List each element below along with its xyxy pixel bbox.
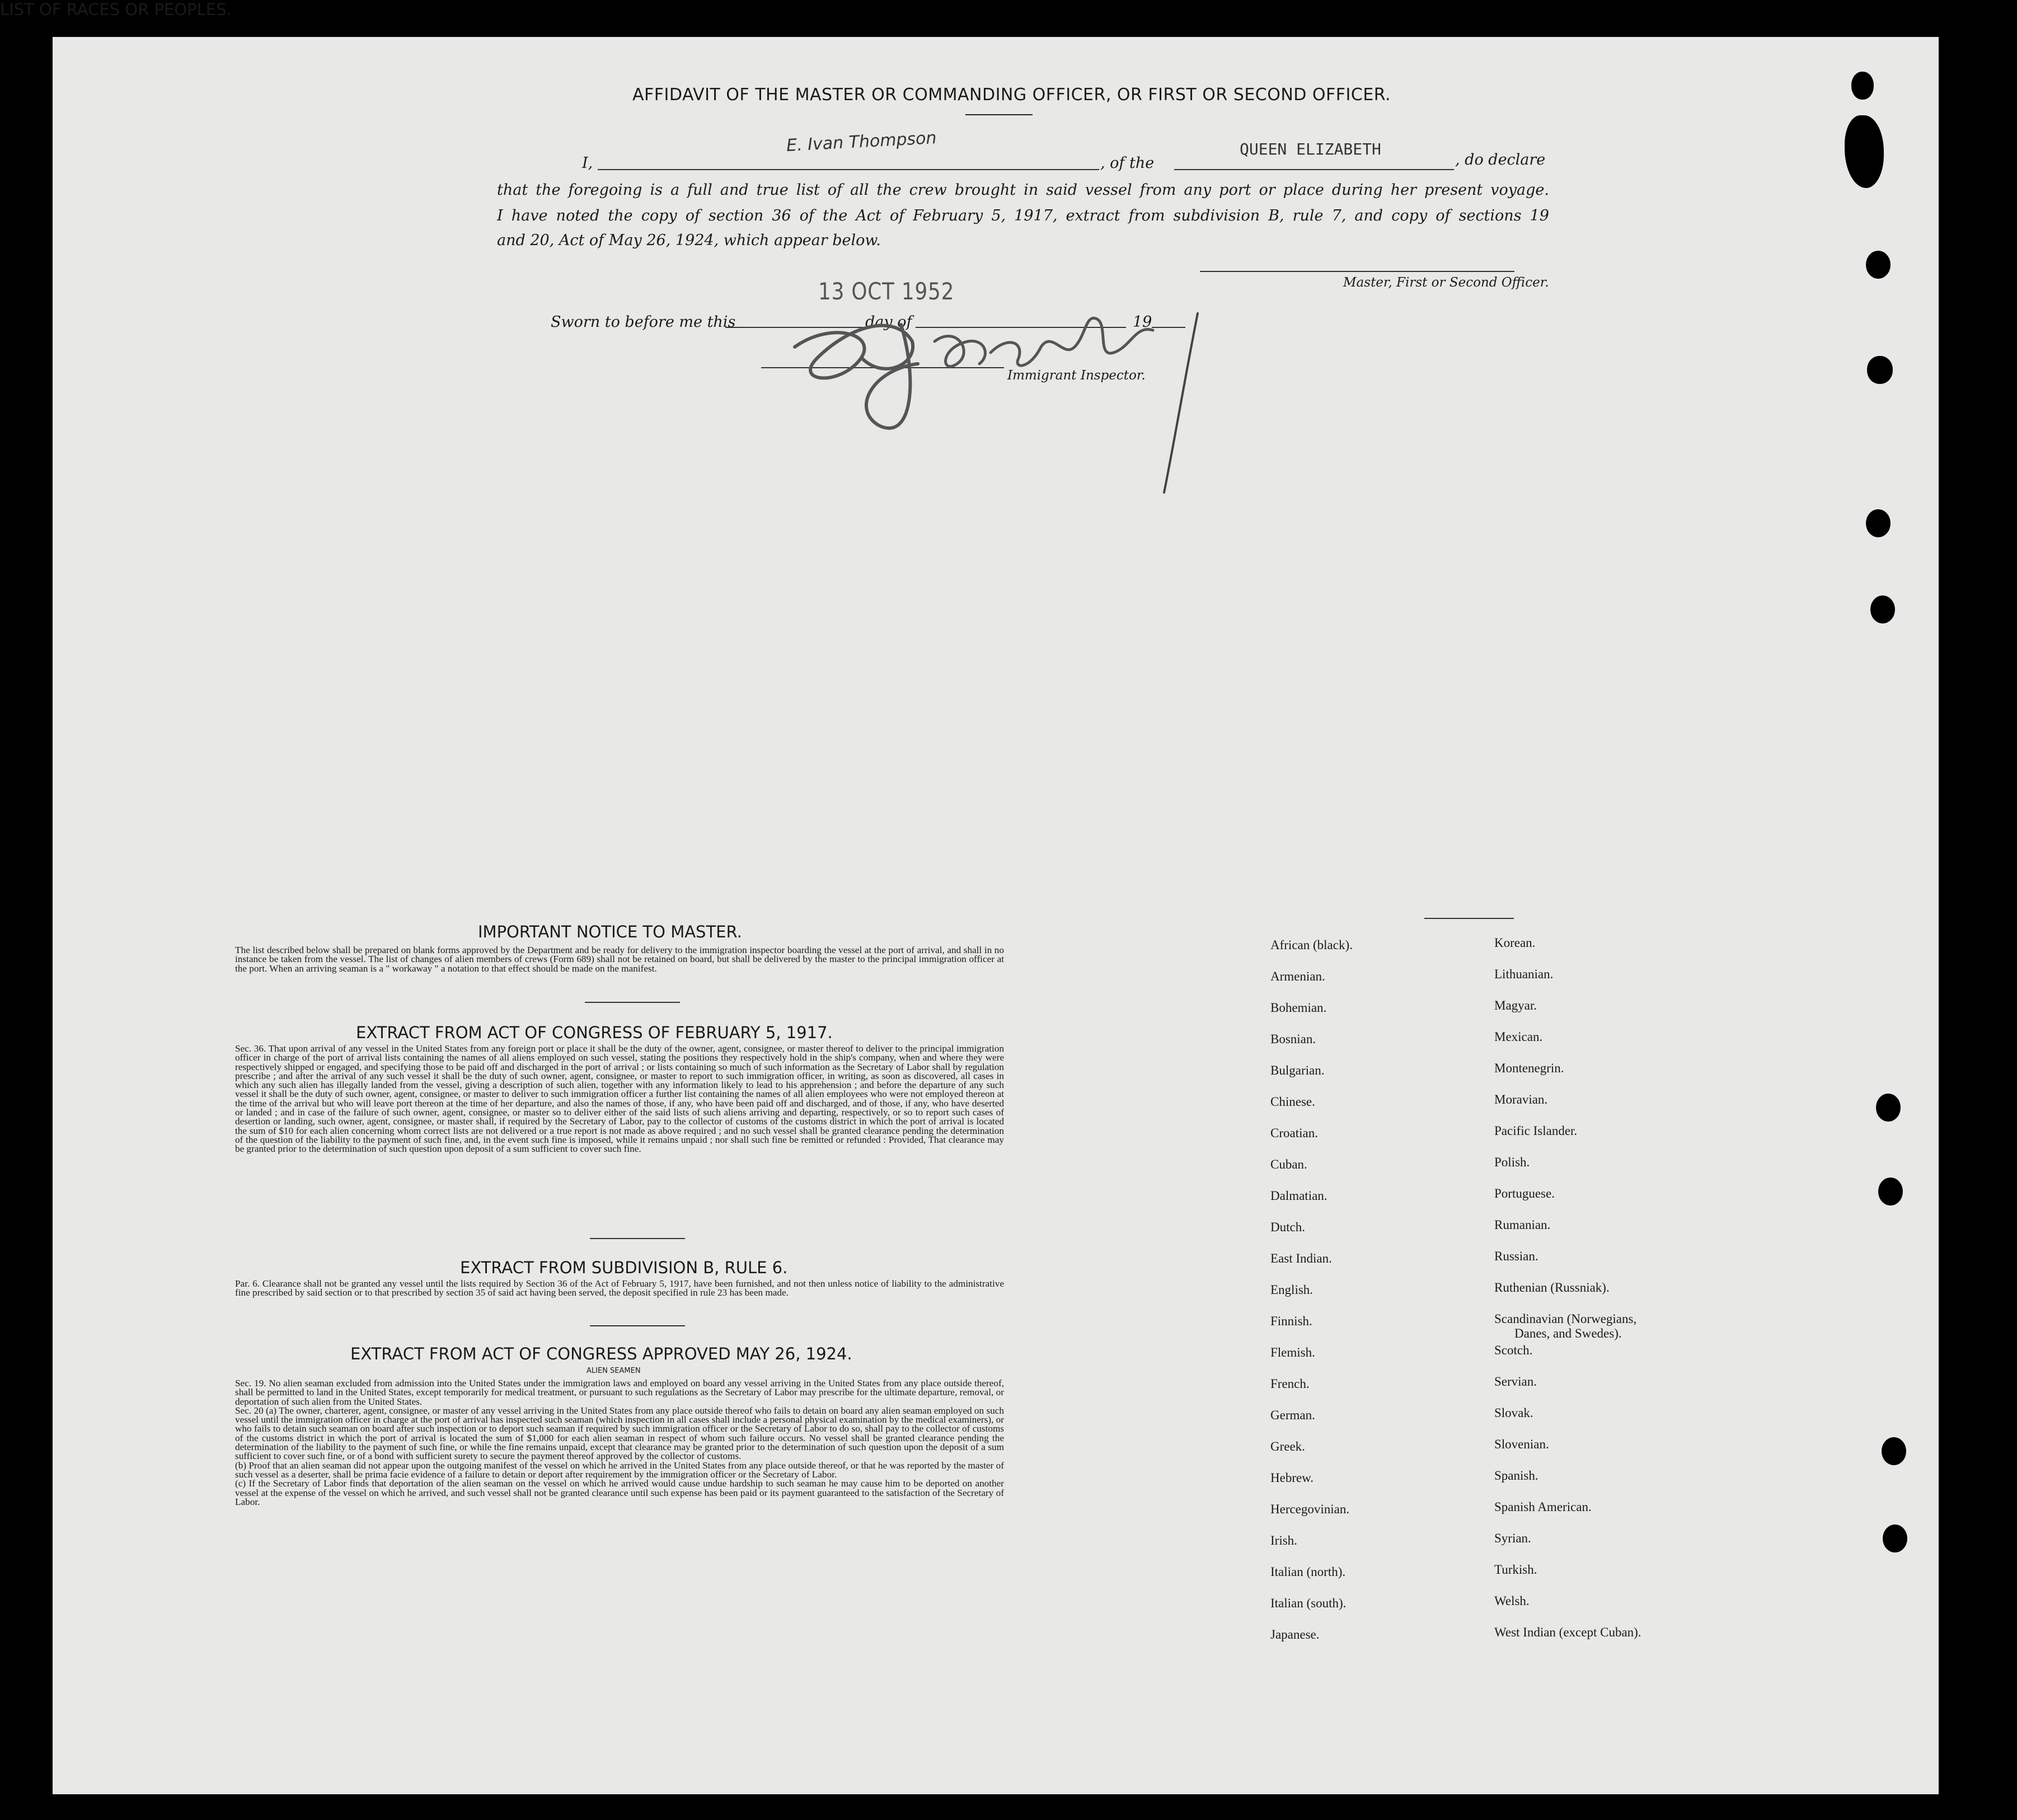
race-item-continued: Danes, and Swedes). <box>1514 1326 1622 1340</box>
race-item: Syrian. <box>1494 1531 1531 1545</box>
section-rule <box>590 1238 685 1239</box>
race-item: Chinese. <box>1270 1095 1315 1109</box>
extract-subdivision-text: Par. 6. Clearance shall not be granted any vessel until the lists required by Section 36 of the Act of February 5, 1917, have been furnished, and not then unless notice of liability to the administrative fine prescribed by said section or to that prescribed by section 35 of said act having been served, the deposit specified in rule 23 has been made. <box>235 1278 1004 1298</box>
extract-1924-text <box>235 1379 1004 1507</box>
race-item: Korean. <box>1494 936 1536 950</box>
race-item: Scandinavian (Norwegians, <box>1494 1312 1637 1326</box>
extract-1917-text: Sec. 36. That upon arrival of any vessel in the United States from any foreign port or place it shall be the duty of the owner, agent, consignee, or master thereof to deliver to the principal immigration officer in charge of the port of arrival lists containing the names of all aliens employed on such vessel, stating the positions they respectively hold in the ship's company, when and where they were respectively shipped or engaged, and specifying those to be paid off and discharged in the port of arrival ; or lists containing so much of such information as the Secretary of Labor shall by regulation prescribe ; and after the arrival of any such vessel it shall be the duty of such owner, agent, consignee, or master to report to such immigration officer, in writing, as soon as discovered, all cases in which any such alien has illegally landed from the vessel, giving a description of such alien, together with any information likely to lead to his apprehension ; and before the departure of any such vessel it shall be the duty of such owner, agent, consignee, or master to deliver to such immigration officer a further list containing the names of all alien employees who were not employed thereon at the time of the arrival but who will leave port thereon at the time of her departure, and also the names of those, if any, who have been paid off and discharged, and of those, if any, who have deserted or landed ; and in case of the failure of such owner, agent, consignee, or master so to deliver either of the said lists of such aliens arriving and departing, respectively, or so to report such cases of desertion or landing, such owner, agent, consignee, or master shall, if required by the Secretary of Labor, pay to the collector of customs of the customs district in which the port of arrival is located the sum of $10 for each alien concerning whom correct lists are not delivered or a true report is not made as above required ; and no such vessel shall be granted clearance pending the determination of the question of the liability to the payment of such fine, and, in the event such fine is imposed, while it remains unpaid ; nor shall such fine be remitted or refunded : Provided, That clearance may be granted prior to the determination of such question upon deposit of a sum sufficient to cover such fine. <box>235 1043 1004 1155</box>
affidavit-i-prefix: I, <box>582 154 593 172</box>
extract-1924-paragraph: (b) Proof that an alien seaman did not appear upon the outgoing manifest of the vessel on which he arrived in the United States from any place outside thereof, or that he was reported by the master of such vessel as a deserter, shall be prima facie evidence of a failure to detain or deport after requirement by the immigration officer or the Secretary of Labor. <box>235 1460 1004 1480</box>
master-signature-line <box>1200 271 1514 272</box>
name-line <box>598 169 1099 170</box>
race-item: Ruthenian (Russniak). <box>1494 1280 1610 1294</box>
race-item: Italian (south). <box>1270 1596 1347 1610</box>
race-item: Dutch. <box>1270 1220 1305 1234</box>
race-item: Polish. <box>1494 1155 1530 1169</box>
race-item: Bohemian. <box>1270 1001 1327 1015</box>
of-the-text: , of the <box>1100 154 1155 172</box>
race-item: Japanese. <box>1270 1627 1320 1641</box>
race-item: Slovak. <box>1494 1406 1533 1420</box>
race-item: Lithuanian. <box>1494 967 1554 981</box>
race-item: East Indian. <box>1270 1251 1332 1265</box>
master-signature: E. Ivan Thompson <box>786 128 937 156</box>
race-item: Slovenian. <box>1494 1437 1549 1451</box>
extract-1924-paragraph: (c) If the Secretary of Labor finds that deportation of the alien seaman on the vessel on which he arrived would cause undue hardship to such seaman he may cause him to be deported on another vessel at the expense of the vessel on which he arrived, and such vessel shall not be granted clearance until such expense has been paid or its payment guaranteed to the satisfaction of the Secretary of Labor. <box>235 1478 1004 1507</box>
race-item: Magyar. <box>1494 998 1537 1012</box>
race-item: Hercegovinian. <box>1270 1502 1350 1516</box>
race-item: Bosnian. <box>1270 1032 1316 1046</box>
race-item: Montenegrin. <box>1494 1061 1564 1075</box>
binder-hole <box>1866 251 1891 279</box>
extract-1924-paragraph: Sec. 19. No alien seaman excluded from admission into the United States under the immigration laws and employed on board any vessel arriving in the United States from any place outside thereof, shall be permitted to land in the United States, except temporarily for medical treatment, or pursuant to such regulations as the Secretary of Labor may prescribe for the ultimate departure, removal, or deportation of such alien from the United States. <box>235 1378 1004 1407</box>
race-item: West Indian (except Cuban). <box>1494 1625 1641 1639</box>
race-item: Pacific Islander. <box>1494 1124 1578 1138</box>
race-item: Welsh. <box>1494 1594 1530 1608</box>
declaration-line: I have noted the copy of section 36 of the Act of February 5, 1917, extract from subdivision B, rule 7, and copy of sections 19 <box>497 207 1549 224</box>
binder-hole <box>1866 509 1891 537</box>
binder-hole <box>1876 1094 1901 1122</box>
races-title: LIST OF RACES OR PEOPLES. <box>0 0 232 19</box>
race-item: Croatian. <box>1270 1126 1318 1140</box>
alien-seamen-subtitle: ALIEN SEAMEN <box>587 1367 641 1375</box>
extract-subdivision-title: EXTRACT FROM SUBDIVISION B, RULE 6. <box>460 1258 788 1277</box>
binder-hole <box>1851 72 1874 100</box>
inspector-signature <box>772 302 1231 504</box>
race-item: Russian. <box>1494 1249 1538 1263</box>
race-item: Moravian. <box>1494 1092 1548 1106</box>
race-item: French. <box>1270 1377 1310 1391</box>
race-item: Rumanian. <box>1494 1218 1551 1232</box>
race-item: Cuban. <box>1270 1157 1307 1171</box>
document-page <box>53 37 1939 1794</box>
race-item: Spanish. <box>1494 1469 1538 1483</box>
binder-hole <box>1882 1437 1906 1465</box>
notice-text: The list described below shall be prepared on blank forms approved by the Department and be ready for delivery to the immigration inspector boarding the vessel at the port of arrival, and shall in no instance be taken from the vessel. The list of changes of alien members of crews (Form 689) shall not be retained on board, but shall be delivered by the master to the principal immigration officer at the port. When an arriving seaman is a " workaway " a notation to that effect should be made on the manifest. <box>235 945 1004 974</box>
date-stamp: 13 OCT 1952 <box>818 278 955 305</box>
extract-1917-title: EXTRACT FROM ACT OF CONGRESS OF FEBRUARY 5, 1917. <box>356 1023 833 1042</box>
vessel-line <box>1174 169 1454 170</box>
day-of-text: day of <box>865 313 912 331</box>
race-item: Irish. <box>1270 1533 1297 1547</box>
inspector-label: Immigrant Inspector. <box>1007 368 1146 383</box>
race-item: Scotch. <box>1494 1343 1533 1357</box>
race-item: African (black). <box>1270 938 1353 952</box>
master-label: Master, First or Second Officer. <box>1343 275 1549 290</box>
binder-hole <box>1883 1525 1907 1552</box>
race-item: Greek. <box>1270 1439 1305 1453</box>
races-title-rule <box>1424 918 1514 919</box>
race-item: Armenian. <box>1270 969 1325 983</box>
declaration-line: that the foregoing is a full and true list of all the crew brought in said vessel from any port or place during her present voyage. <box>497 181 1549 199</box>
vessel-name: QUEEN ELIZABETH <box>1240 140 1381 158</box>
race-item: Turkish. <box>1494 1563 1537 1577</box>
extract-1924-title: EXTRACT FROM ACT OF CONGRESS APPROVED MAY 26, 1924. <box>350 1344 852 1363</box>
binder-hole <box>1867 356 1893 384</box>
section-rule <box>585 1002 680 1003</box>
notice-title: IMPORTANT NOTICE TO MASTER. <box>478 922 742 941</box>
sworn-text: Sworn to before me this <box>551 313 736 331</box>
do-declare-text: , do declare <box>1455 151 1546 168</box>
race-item: Servian. <box>1494 1375 1537 1389</box>
title-rule <box>965 114 1033 115</box>
race-item: Italian (north). <box>1270 1565 1346 1579</box>
affidavit-title: AFFIDAVIT OF THE MASTER OR COMMANDING OFFICER, OR FIRST OR SECOND OFFICER. <box>632 85 1391 105</box>
race-item: Bulgarian. <box>1270 1063 1325 1077</box>
declaration-line: and 20, Act of May 26, 1924, which appear below. <box>497 232 881 249</box>
binder-hole <box>1870 595 1895 623</box>
year-prefix: 19 <box>1133 313 1152 331</box>
race-item: Portuguese. <box>1494 1186 1555 1200</box>
binder-hole <box>1878 1178 1903 1205</box>
race-item: Dalmatian. <box>1270 1189 1328 1203</box>
race-item: Mexican. <box>1494 1030 1543 1044</box>
race-item: English. <box>1270 1283 1314 1297</box>
section-rule <box>590 1325 685 1326</box>
extract-1924-paragraph: Sec. 20 (a) The owner, charterer, agent, consignee, or master of any vessel arriving in the United States from any place outside thereof who fails to detain on board any alien seaman employed on such vessel until the immigration officer in charge at the port of arrival has inspected such seaman (which inspection in all cases shall include a personal physical examination by the medical examiners), or who fails to detain such seaman on board after such inspection or to deport such seaman if required by such immigration officer or the Secretary of Labor to do so, shall pay to the collector of customs of the customs district in which the port of arrival is located the sum of $1,000 for each alien seaman in respect of whom such failure occurs. No vessel shall be granted clearance pending the determination of the liability to the payment of such fine, or while the fine remains unpaid, except that clearance may be granted prior to the determination of such question upon the deposit of a sum sufficient to cover such fine, or of a bond with sufficient surety to secure the payment thereof approved by the collector of customs. <box>235 1405 1004 1462</box>
race-item: Spanish American. <box>1494 1500 1592 1514</box>
race-item: Hebrew. <box>1270 1471 1314 1485</box>
race-item: German. <box>1270 1408 1315 1422</box>
race-item: Flemish. <box>1270 1345 1315 1359</box>
race-item: Finnish. <box>1270 1314 1312 1328</box>
